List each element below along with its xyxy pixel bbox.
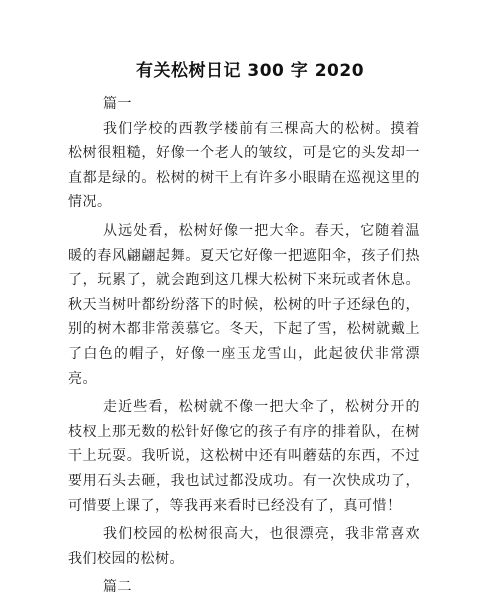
paragraph: 走近些看，松树就不像一把大伞了，松树分开的枝杈上那无数的松针好像它的孩子有序的排着队，在树干上玩耍。我听说，这松树中还有叫蘑菇的东西，不过要用石头去砸，我也试过都没成功。有一次快成功了，可惜要上课了，等我再来看时已经没有了，真可惜！ [68, 399, 420, 514]
document-body [68, 92, 420, 600]
paragraph: 我们学校的西教学楼前有三棵高大的松树。摸着松树很粗糙，好像一个老人的皱纹，可是它的头发却一直都是绿的。松树的树干上有许多小眼睛在巡视这里的情况。 [68, 120, 420, 211]
section-heading-1: 篇一 [103, 96, 132, 112]
document-title: 有关松树日记 300 字 2020 [135, 61, 365, 81]
section-heading-2: 篇二 [103, 579, 132, 596]
paragraph: 从远处看，松树好像一把大伞。春天，它随着温暖的春风翩翩起舞。夏天它好像一把遮阳伞，孩子们热了，玩累了，就会跑到这几棵大松树下来玩或者休息。秋天当树叶都纷纷落下的时候，松树的叶子还绿色的，别的树木都非常羡慕它。冬天，下起了雪，松树就戴上了白色的帽子，好像一座玉龙雪山，此起彼伏非常漂亮。 [68, 222, 420, 387]
paragraph: 我们校园的松树很高大，也很漂亮，我非常喜欢我们校园的松树。 [68, 526, 420, 567]
